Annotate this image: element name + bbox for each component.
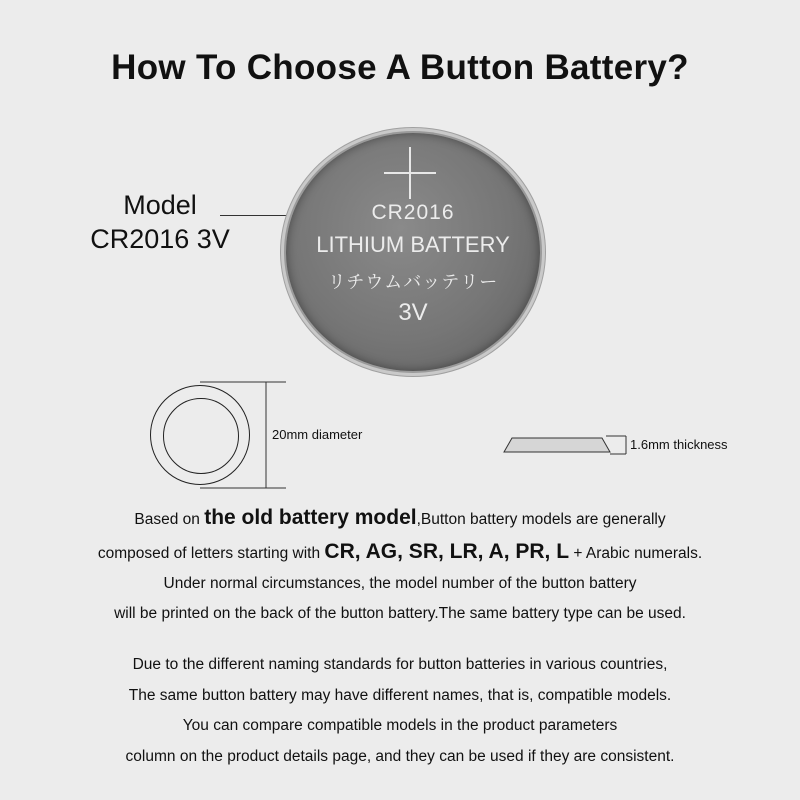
paragraph1-line2	[0, 540, 800, 564]
paragraph1-line3: Under normal circumstances, the model number of the button battery	[163, 575, 637, 592]
paragraph1-line4: will be printed on the back of the button battery.The same battery type can be used.	[114, 605, 686, 622]
text-segment: composed of letters starting with	[97, 545, 325, 562]
thickness-label: 1.6mm thickness	[630, 437, 728, 452]
text-emphasis: CR, AG, SR, LR, A, PR, L	[324, 540, 570, 563]
model-callout-line1: Model	[123, 190, 197, 220]
text-segment: Based on	[134, 511, 205, 528]
text-segment: ,Button battery models are generally	[416, 511, 666, 528]
paragraph2-line4: column on the product details page, and they can be used if they are consistent.	[125, 748, 675, 765]
paragraph2-line3: You can compare compatible models in the product parameters	[182, 717, 618, 734]
battery-model-text: CR2016	[371, 201, 455, 224]
battery-voltage-text: 3V	[398, 299, 428, 326]
paragraph1-line1	[0, 506, 800, 530]
battery-type-text: LITHIUM BATTERY	[316, 232, 510, 257]
battery-japanese-text: リチウムバッテリー	[327, 272, 499, 293]
battery-side-profile	[504, 438, 610, 452]
text-emphasis: the old battery model	[204, 506, 417, 529]
diameter-label: 20mm diameter	[272, 427, 363, 442]
paragraph2-line2: The same button battery may have different names, that is, compatible models.	[128, 687, 672, 704]
model-callout-line2: CR2016 3V	[90, 224, 230, 254]
page-title: How To Choose A Button Battery?	[111, 48, 689, 87]
text-segment: + Arabic numerals.	[569, 545, 703, 562]
paragraph2-line1: Due to the different naming standards for button batteries in various countries,	[132, 656, 668, 673]
